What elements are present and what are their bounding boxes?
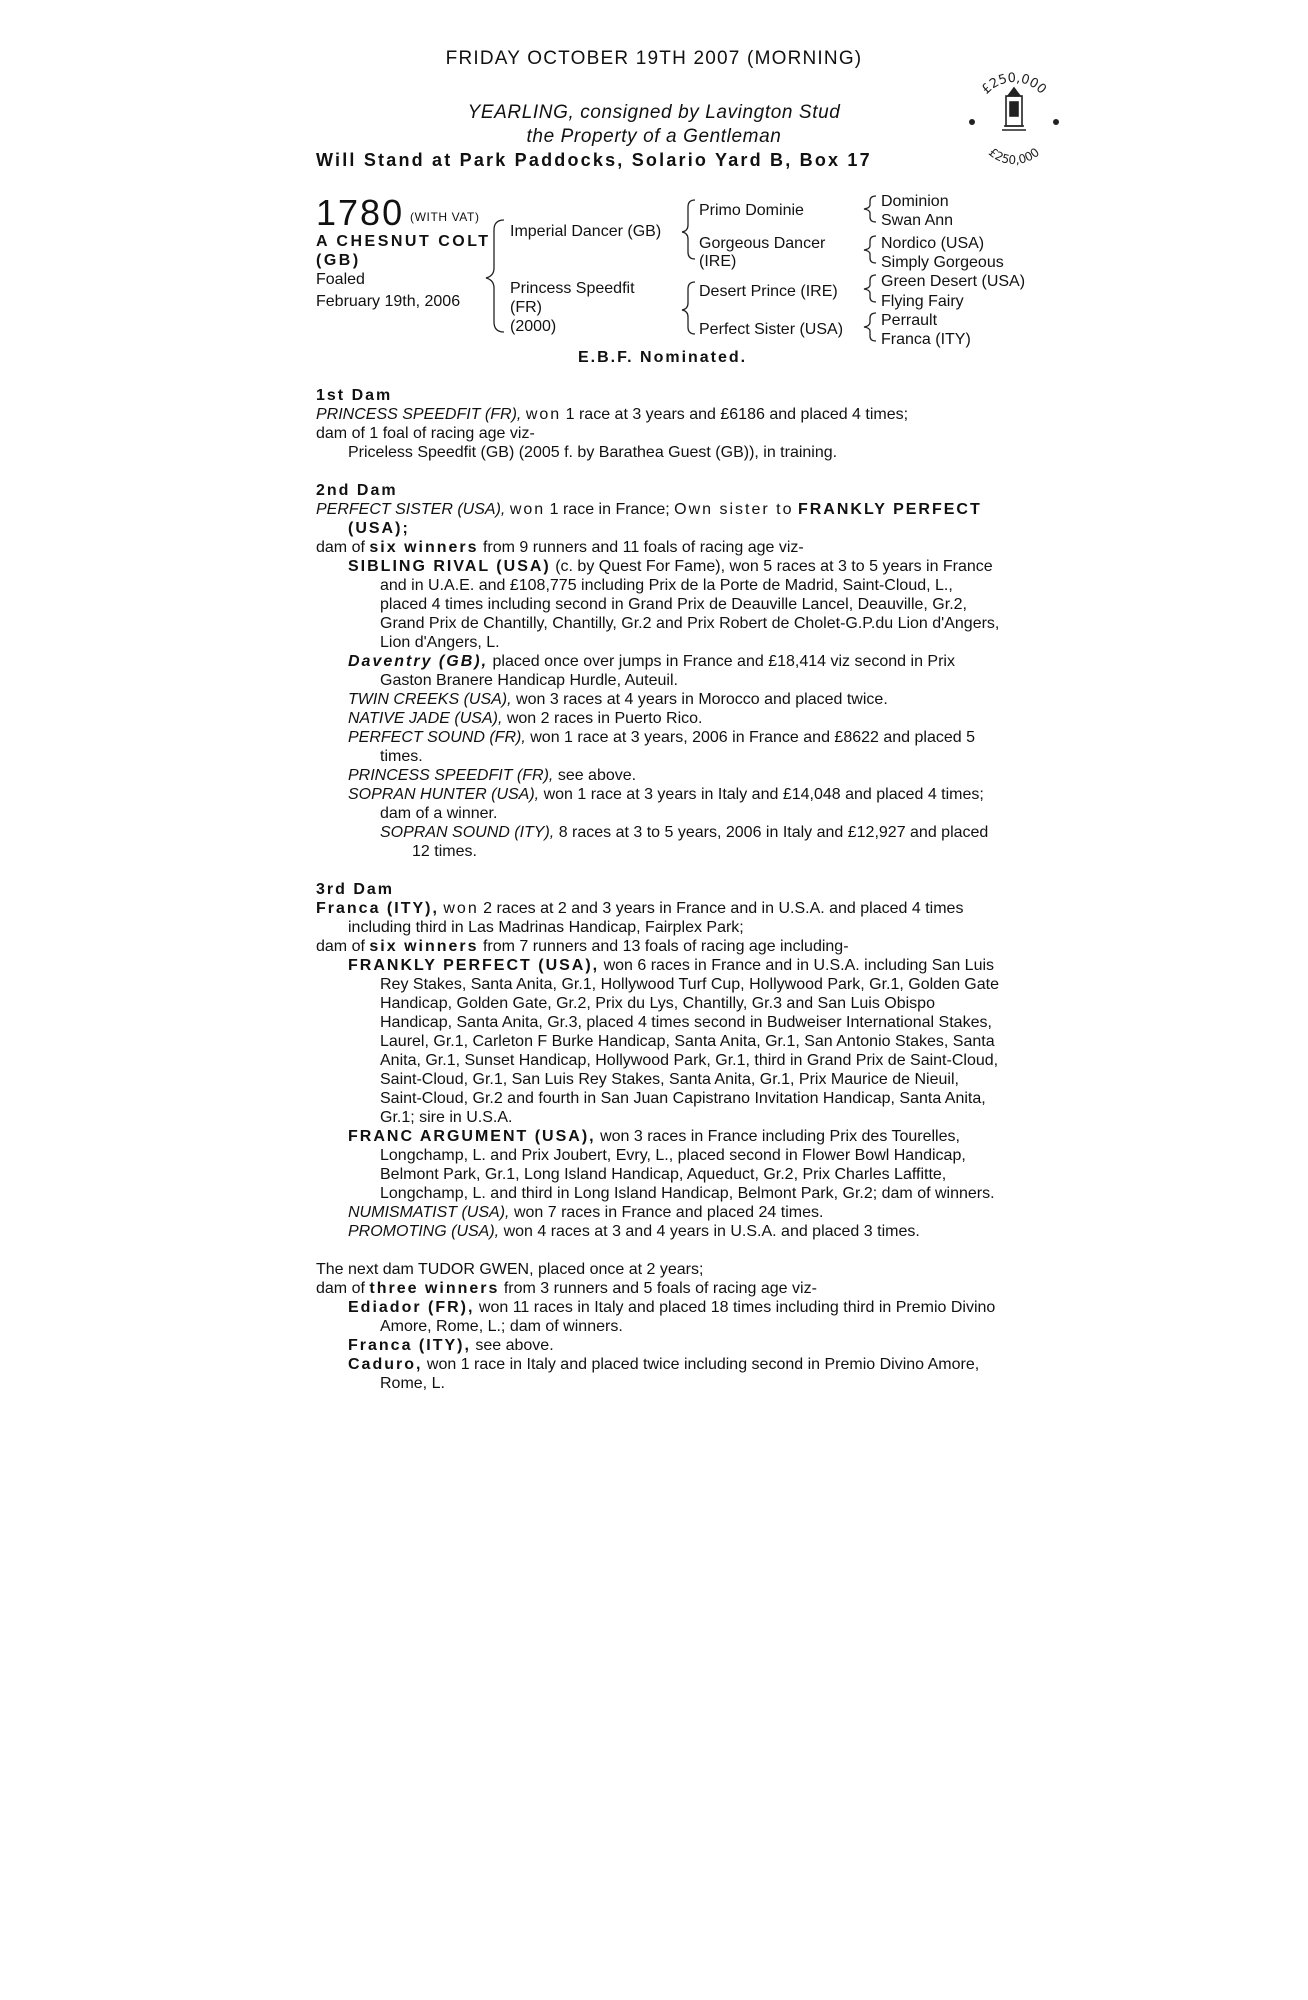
produce-sopran-hunter: SOPRAN HUNTER (USA), won 1 race at 3 years in Italy and £14,048 and placed 4 times; dam of a winner. (348, 786, 984, 822)
consignor-line: YEARLING, consigned by Lavington Stud (467, 102, 841, 123)
dam-line1: Princess Speedfit (510, 280, 635, 297)
third-dam-heading: 3rd Dam (316, 881, 395, 898)
second-dam-record: PERFECT SISTER (USA), won 1 race in France; Own sister to FRANKLY PERFECT (USA); (316, 501, 982, 537)
ddd: Franca (ITY) (881, 331, 971, 348)
next-dam-line: The next dam TUDOR GWEN, placed once at 2 years; (316, 1261, 704, 1278)
property-line: the Property of a Gentleman (526, 126, 782, 147)
dam-dam: Perfect Sister (USA) (699, 321, 844, 338)
first-dam-line2: dam of 1 foal of racing age viz- (316, 425, 535, 442)
produce-princess-speedfit: PRINCESS SPEEDFIT (FR), see above. (348, 767, 637, 784)
produce-caduro: Caduro, won 1 race in Italy and placed twice including second in Premio Divino Amore, Rome, L. (348, 1356, 980, 1392)
third-dam-produce-intro: dam of six winners from 7 runners and 13 foals of racing age including- (316, 938, 849, 955)
lot-origin: (GB) (316, 252, 361, 269)
sdd: Simply Gorgeous (881, 254, 1004, 271)
seal-bottom-text: £250,000 (986, 145, 1042, 168)
produce-franc-argument: FRANC ARGUMENT (USA), won 3 races in France including Prix des Tourelles, Longchamp, L. and Prix Joubert, Evry, L., placed second in Flower Bowl Handicap, Belmont Park, Gr.1, Long Island Handicap, Aqueduct, Gr.2, Prix Charles Laffitte, Longchamp, L. and third in Long Island Handicap, Belmont Park, Gr.2; dam of winners. (348, 1128, 995, 1202)
produce-frankly-perfect: FRANKLY PERFECT (USA), won 6 races in France and in U.S.A. including San Luis Rey Stakes, Santa Anita, Gr.1, Hollywood Turf Cup, Hollywood Park, Gr.1, Golden Gate Handicap, Golden Gate, Gr.2, Prix du Lys, Chantilly, Gr.3 and San Luis Obispo Handicap, Santa Anita, Gr.3, placed 4 times second in Budweiser International Stakes, Laurel, Gr.1, Carleton F Burke Handicap, Santa Anita, Gr.1, San Antonio Stakes, Santa Anita, Gr.1, Sunset Handicap, Hollywood Park, Gr.1, third in Grand Prix de Saint-Cloud, Saint-Cloud, Gr.1, San Luis Rey Stakes, Santa Anita, Gr.1, Prix Maurice de Nieuil, Saint-Cloud, Gr.2 and fourth in San Juan Capistrano Invitation Handicap, Santa Anita, Gr.1; sire in U.S.A. (348, 957, 999, 1126)
produce-sibling-rival: SIBLING RIVAL (USA) (c. by Quest For Fame), won 5 races at 3 to 5 years in France and in U.A.E. and £108,775 including Prix de la Porte de Madrid, Saint-Cloud, L., placed 4 times including second in Grand Prix de Deauville Lancel, Deauville, Gr.2, Grand Prix de Chantilly, Chantilly, Gr.2 and Prix Robert de Cholet-G.P.du Lion d'Angers, Lion d'Angers, L. (348, 558, 1000, 651)
lot-number: 1780 (316, 192, 405, 233)
dsd: Flying Fairy (881, 293, 964, 310)
seal-top-text: £250,000 (978, 70, 1050, 98)
dam-line3: (2000) (510, 318, 557, 335)
next-dam-produce-intro: dam of three winners from 3 runners and 5 foals of racing age viz- (316, 1280, 817, 1297)
produce-native-jade: NATIVE JADE (USA), won 2 races in Puerto Rico. (348, 710, 703, 727)
produce-perfect-sound: PERFECT SOUND (FR), won 1 race at 3 years, 2006 in France and £8622 and placed 5 times. (348, 729, 975, 765)
third-dam-record: Franca (ITY), won 2 races at 2 and 3 years in France and in U.S.A. and placed 4 times including third in Las Madrinas Handicap, Fairplex Park; (316, 900, 964, 936)
sire-dam-line1: Gorgeous Dancer (699, 235, 826, 252)
foaled-date: February 19th, 2006 (316, 293, 461, 310)
stand-location: Will Stand at Park Paddocks, Solario Yard B, Box 17 (316, 150, 872, 170)
sss: Dominion (881, 193, 949, 210)
dss: Green Desert (USA) (881, 273, 1026, 290)
sire-dam-line2: (IRE) (699, 253, 737, 270)
first-dam-produce: Priceless Speedfit (GB) (2005 f. by Barathea Guest (GB)), in training. (348, 444, 838, 461)
second-dam-produce-intro: dam of six winners from 9 runners and 11 foals of racing age viz- (316, 539, 804, 556)
produce-daventry: Daventry (GB), placed once over jumps in France and £18,414 viz second in Prix Gaston Branere Handicap Hurdle, Auteuil. (348, 653, 955, 689)
ssd: Swan Ann (881, 212, 954, 229)
produce-franca: Franca (ITY), see above. (348, 1337, 554, 1354)
dds: Perrault (881, 312, 938, 329)
first-dam-heading: 1st Dam (316, 387, 393, 404)
foaled-label: Foaled (316, 271, 365, 288)
produce-promoting: PROMOTING (USA), won 4 races at 3 and 4 years in U.S.A. and placed 3 times. (348, 1223, 920, 1240)
dam-details (316, 386, 1002, 1393)
produce-twin-creeks: TWIN CREEKS (USA), won 3 races at 4 years in Morocco and placed twice. (348, 691, 888, 708)
first-dam-line1: PRINCESS SPEEDFIT (FR), won 1 race at 3 years and £6186 and placed 4 times; (316, 406, 909, 423)
sire: Imperial Dancer (GB) (510, 223, 662, 240)
dam-line2: (FR) (510, 299, 542, 316)
sire-sire: Primo Dominie (699, 202, 804, 219)
pedigree-braces (0, 0, 1308, 400)
second-dam-heading: 2nd Dam (316, 482, 398, 499)
produce-ediador: Ediador (FR), won 11 races in Italy and placed 18 times including third in Premio Divino Amore, Rome, L.; dam of winners. (348, 1299, 996, 1335)
dam-sire: Desert Prince (IRE) (699, 283, 838, 300)
produce-numismatist: NUMISMATIST (USA), won 7 races in France and placed 24 times. (348, 1204, 824, 1221)
sale-date: FRIDAY OCTOBER 19TH 2007 (MORNING) (445, 48, 863, 69)
produce-sopran-sound: SOPRAN SOUND (ITY), 8 races at 3 to 5 years, 2006 in Italy and £12,927 and placed 12 times. (380, 824, 989, 860)
sds: Nordico (USA) (881, 235, 985, 252)
ebf-nominated: E.B.F. Nominated. (578, 349, 748, 366)
lot-description: A CHESNUT COLT (316, 233, 491, 250)
vat-note: (WITH VAT) (410, 210, 480, 224)
